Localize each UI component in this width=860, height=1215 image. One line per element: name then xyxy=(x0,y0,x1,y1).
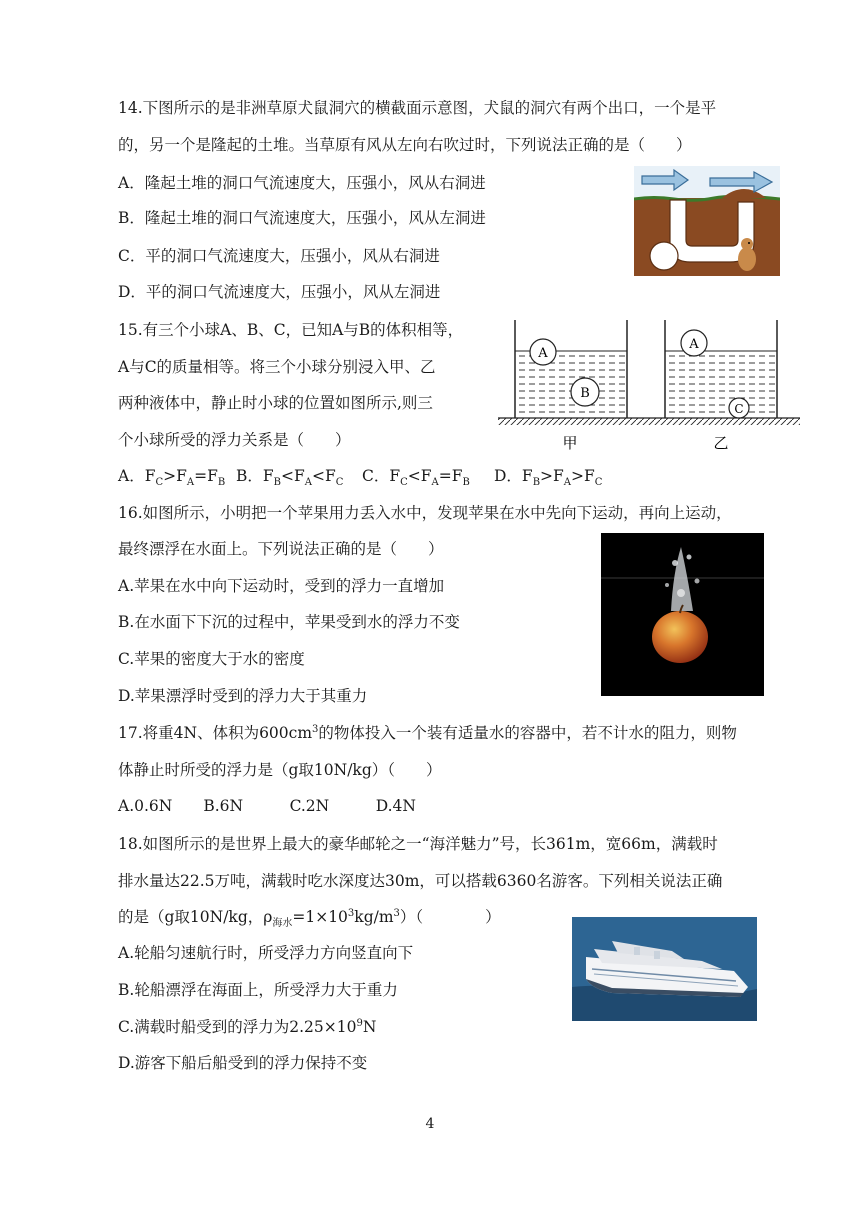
q18-option-c: C.满载时船受到的浮力为$2.25\times 10^9N$ xyxy=(118,1017,377,1036)
q16-option-b: B.在水面下下沉的过程中，苹果受到水的浮力不变 xyxy=(118,613,460,631)
q15-option-c: C．$F_C<F_A=F_B$ xyxy=(362,467,470,489)
q16-stem-line2: 最终漂浮在水面上。下列说法正确的是（ ） xyxy=(118,540,444,558)
q16-stem-line1: 16.如图所示，小明把一个苹果用力丢入水中，发现苹果在水中先向下运动，再向上运动， xyxy=(118,504,732,522)
q14-option-a: A．隆起土堆的洞口气流速度大，压强小，风从右洞进 xyxy=(118,174,486,192)
q18-stem-line1: 18.如图所示的是世界上最大的豪华邮轮之一“海洋魅力”号，长361m，宽66m，满载时 xyxy=(118,835,718,853)
q18-option-b: B.轮船漂浮在海面上，所受浮力大于重力 xyxy=(118,981,398,999)
q15-stem-line3: 两种液体中，静止时小球的位置如图所示,则三 xyxy=(118,394,433,412)
q16-option-c: C.苹果的密度大于水的密度 xyxy=(118,650,305,668)
q15-option-a: A．$F_C>F_A=F_B$ xyxy=(118,467,226,489)
apple-in-water-photo xyxy=(601,533,764,696)
q15-option-d: D．$F_B>F_A>F_C$ xyxy=(494,467,603,489)
svg-text:C: C xyxy=(734,402,744,416)
ball-c xyxy=(729,398,749,418)
q15-stem-line2: A与C的质量相等。将三个小球分别浸入甲、乙 xyxy=(118,358,436,376)
q18-stem-line3: 的是（g取10N/kg，$\rho_{海水}=1\times 10^3kg/m^3$）（ ） xyxy=(118,907,501,930)
svg-text:A: A xyxy=(689,337,699,352)
svg-text:A: A xyxy=(538,346,548,361)
q15-stem-line4: 个小球所受的浮力关系是（ ） xyxy=(118,431,351,449)
svg-text:B: B xyxy=(580,386,590,401)
q14-stem-line2: 的，另一个是隆起的土堆。当草原有风从左向右吹过时，下列说法正确的是（ ） xyxy=(118,136,692,154)
q14-option-b: B．隆起土堆的洞口气流速度大，压强小，风从左洞进 xyxy=(118,209,486,227)
q17-options: A.0.6N B.6N C.2N D.4N xyxy=(118,797,416,815)
q18-option-a: A.轮船匀速航行时，所受浮力方向竖直向下 xyxy=(118,944,414,962)
buoyancy-containers-figure xyxy=(498,318,800,460)
q14-option-d: D．平的洞口气流速度大，压强小，风从左洞进 xyxy=(118,283,441,301)
ball-a-left xyxy=(530,339,556,365)
q18-option-d: D.游客下船后船受到的浮力保持不变 xyxy=(118,1054,368,1072)
container-yi-label: 乙 xyxy=(713,434,729,452)
q16-option-a: A.苹果在水中向下运动时，受到的浮力一直增加 xyxy=(118,577,445,595)
q14-option-c: C．平的洞口气流速度大，压强小，风从右洞进 xyxy=(118,247,440,265)
container-jia-label: 甲 xyxy=(562,434,578,452)
cruise-ship-photo xyxy=(572,917,757,1021)
q17-stem-line1: 17.将重4N、体积为$600cm^3$的物体投入一个装有适量水的容器中，若不计水的阻力，则物 xyxy=(118,723,737,742)
ball-a-right xyxy=(681,330,707,356)
q18-stem-line2: 排水量达22.5万吨，满载时吃水深度达30m，可以搭载6360名游客。下列相关说法正确 xyxy=(118,872,723,890)
page-number: 4 xyxy=(425,1116,435,1132)
q14-stem-line1: 14.下图所示的是非洲草原犬鼠洞穴的横截面示意图，犬鼠的洞穴有两个出口，一个是平 xyxy=(118,99,717,117)
ball-b xyxy=(571,378,599,406)
q15-option-b: B．$F_B<F_A<F_C$ xyxy=(236,467,344,489)
q17-stem-line2: 体静止时所受的浮力是（g取10N/kg）（ ） xyxy=(118,761,442,779)
q15-stem-line1: 15.有三个小球A、B、C，已知A与B的体积相等， xyxy=(118,321,464,339)
prairie-dog-burrow-illustration xyxy=(634,166,780,276)
q16-option-d: D.苹果漂浮时受到的浮力大于其重力 xyxy=(118,687,368,705)
